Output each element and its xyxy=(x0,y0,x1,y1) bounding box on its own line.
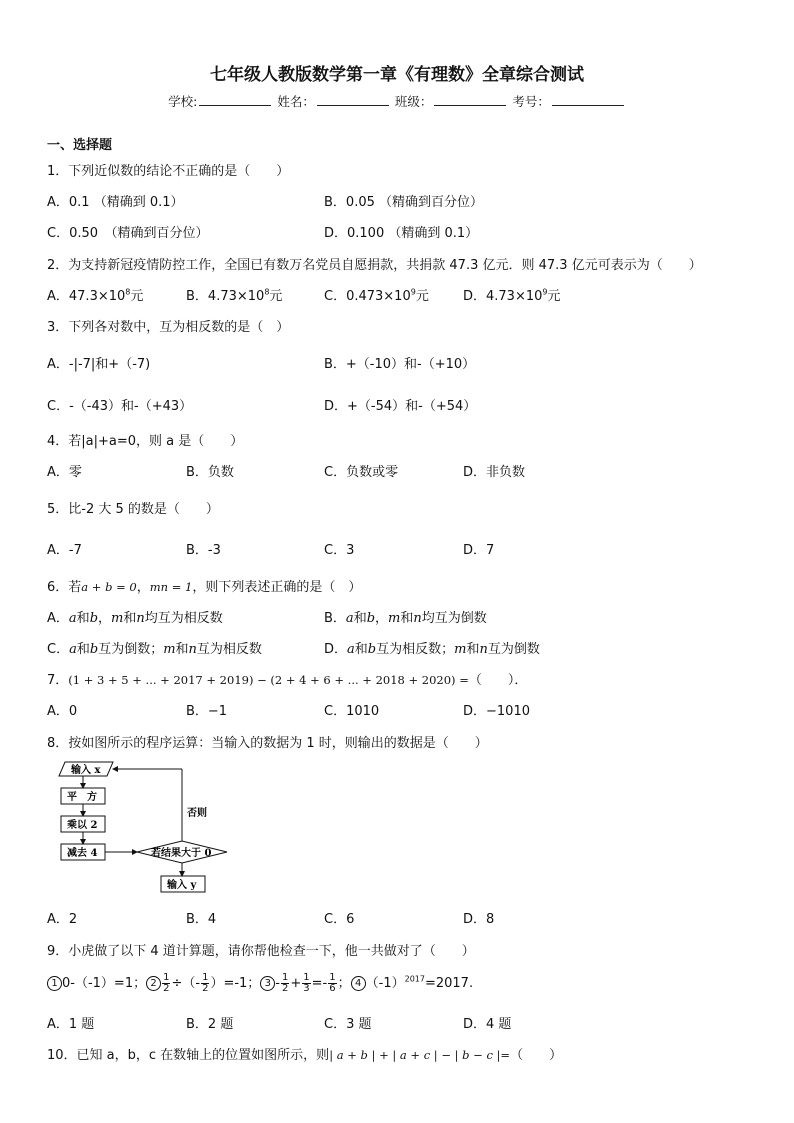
q6-option-d: D．a和b互为相反数；m和n互为倒数 xyxy=(324,642,540,657)
q2-option-a: A．$47.3\times 10^8$元 xyxy=(47,287,144,304)
q8-option-d: D．8 xyxy=(463,912,495,927)
student-info-line xyxy=(0,92,794,110)
flow-output-label: 输入 y xyxy=(167,880,197,891)
q8-option-b: B．4 xyxy=(186,912,217,927)
q7-option-c: C．1010 xyxy=(324,704,380,719)
q9-option-d: D．4 题 xyxy=(463,1017,512,1032)
flow-no-label: 否则 xyxy=(187,808,207,819)
flow-multiply-label: 乘以 2 xyxy=(67,820,98,831)
q8-option-c: C．6 xyxy=(324,912,355,927)
q5-option-a: A．-7 xyxy=(47,543,82,558)
question-3-stem: 3．下列各对数中，互为相反数的是（ ） xyxy=(47,320,290,335)
q8-option-a: A．2 xyxy=(47,912,78,927)
q5-option-b: B．-3 xyxy=(186,543,221,558)
flow-subtract-label: 减去 4 xyxy=(67,848,98,859)
question-10-stem: 10．已知 a，b，c 在数轴上的位置如图所示，则| a + b | + | a + c | − | b − c |=（ ） xyxy=(47,1048,563,1063)
question-7-stem: 7．(1 + 3 + 5 + ... + 2017 + 2019) − (2 + 4 + 6 + ... + 2018 + 2020) =（ ）． xyxy=(47,673,528,688)
flow-input-label: 输入 x xyxy=(71,765,101,776)
school-blank[interactable] xyxy=(199,93,271,106)
q7-option-a: A．0 xyxy=(47,704,78,719)
q3-option-c: C．-（-43）和-（+43） xyxy=(47,399,193,414)
q1-option-a: A．0.1 （精确到 0.1） xyxy=(47,195,184,210)
q2-option-d: D．$4.73\times 10^9$元 xyxy=(463,287,561,304)
q7-option-b: B．−1 xyxy=(186,704,228,719)
q9-expressions: 1 0-（-1）=1； 2 $\frac{1}{2}$ ÷（- $\frac{1}{2}$ ）=-1； 3 - $\frac{1}{2}$ + $\frac{1}{3}$ =- $\frac{1}{6}$ ； 4 $(-1)^{2017}=2017$. xyxy=(47,972,473,994)
name-label: 姓名： xyxy=(277,94,315,109)
q3-option-a: A．-|-7|和+（-7) xyxy=(47,357,151,372)
q7-option-d: D．−1010 xyxy=(463,704,530,719)
q5-option-d: D．7 xyxy=(463,543,495,558)
q2-option-b: B．$4.73\times 10^8$元 xyxy=(186,287,283,304)
question-4-stem: 4．若|a|+a=0，则 a 是（ ） xyxy=(47,434,244,449)
question-5-stem: 5．比-2 大 5 的数是（ ） xyxy=(47,502,219,517)
program-flowchart xyxy=(47,758,237,898)
q9-option-b: B．2 题 xyxy=(186,1017,234,1032)
q1-option-b: B．0.05 （精确到百分位） xyxy=(324,195,483,210)
flow-square-label: 平 方 xyxy=(67,792,97,803)
q4-option-c: C．负数或零 xyxy=(324,465,399,480)
question-8-stem: 8．按如图所示的程序运算：当输入的数据为 1 时，则输出的数据是（ ） xyxy=(47,736,488,751)
exam-number-blank[interactable] xyxy=(552,93,624,106)
q6-option-c: C．a和b互为倒数；m和n互为相反数 xyxy=(47,642,262,657)
class-label: 班级： xyxy=(394,94,433,109)
name-blank[interactable] xyxy=(317,93,389,106)
flow-decision-label: 若结果大于 0 xyxy=(151,848,212,859)
question-1-stem: 1．下列近似数的结论不正确的是（ ） xyxy=(47,164,290,179)
page-title: 七年级人教版数学第一章《有理数》全章综合测试 xyxy=(210,65,584,85)
q4-option-d: D．非负数 xyxy=(463,465,526,480)
class-blank[interactable] xyxy=(434,93,506,106)
q5-option-c: C．3 xyxy=(324,543,355,558)
q3-option-b: B．+（-10）和-（+10） xyxy=(324,357,476,372)
q6-option-a: A．a和b，m和n均互为相反数 xyxy=(47,611,223,626)
q1-option-d: D．0.100 （精确到 0.1） xyxy=(324,226,479,241)
exam-number-label: 考号： xyxy=(512,94,550,109)
q3-option-d: D．+（-54）和-（+54） xyxy=(324,399,477,414)
question-6-stem: 6．若a + b = 0，mn = 1，则下列表述正确的是（ ） xyxy=(47,580,362,595)
q6-option-b: B．a和b，m和n均互为倒数 xyxy=(324,611,487,626)
q9-option-a: A．1 题 xyxy=(47,1017,95,1032)
q4-option-b: B．负数 xyxy=(186,465,234,480)
q1-option-c: C．0.50 （精确到百分位） xyxy=(47,226,209,241)
section-heading: 一、选择题 xyxy=(47,138,113,153)
question-2-stem: 2．为支持新冠疫情防控工作，全国已有数万名党员自愿捐款，共捐款 47.3 亿元．则 47.3 亿元可表示为（ ） xyxy=(47,258,702,273)
q4-option-a: A．零 xyxy=(47,465,82,480)
q9-option-c: C．3 题 xyxy=(324,1017,372,1032)
school-label: 学校: xyxy=(168,94,198,109)
q2-option-c: C．$0.473\times 10^9$元 xyxy=(324,287,429,304)
question-9-stem: 9．小虎做了以下 4 道计算题，请你帮他检查一下，他一共做对了（ ） xyxy=(47,944,475,959)
